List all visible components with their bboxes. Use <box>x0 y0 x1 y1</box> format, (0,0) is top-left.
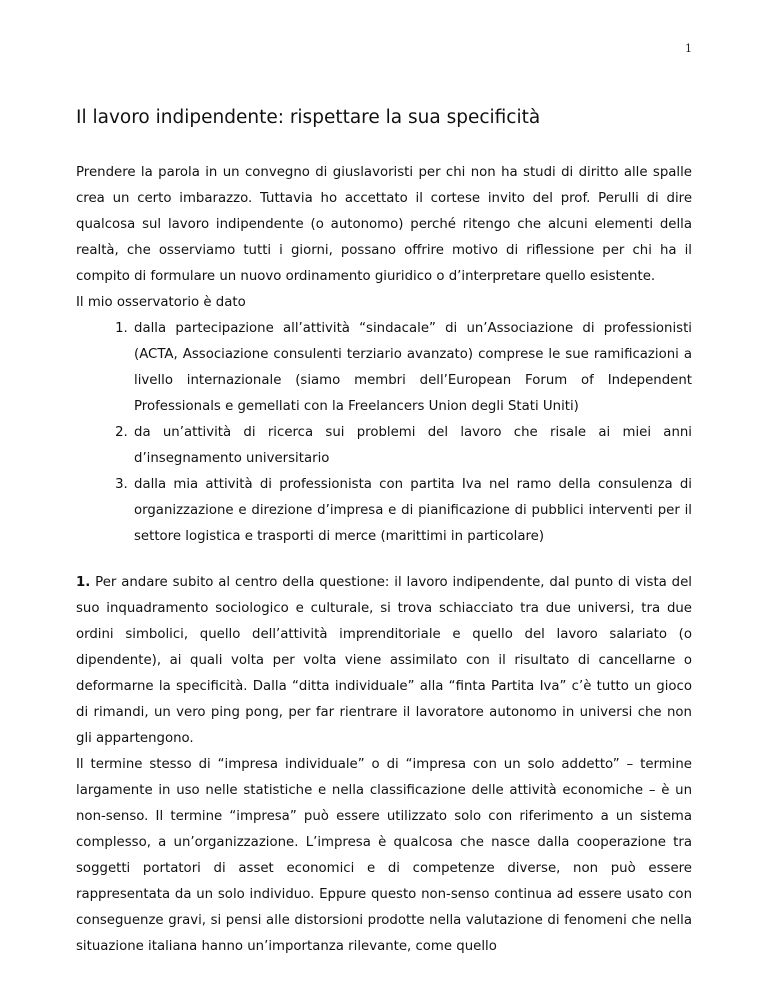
section-number: 1. <box>76 575 91 590</box>
section-1-paragraph <box>76 570 692 752</box>
list-item: 1. dalla partecipazione all’attività “sindacale” di un’Associazione di professionisti (ACTA, Associazione consulenti terziario avanzato) comprese le sue ramificazioni a livello internazionale (siamo membri dell’European Forum of Independent Professionals e gemellati con la Freelancers Union degli Stati Uniti) <box>132 316 692 420</box>
observatory-list <box>76 316 692 550</box>
section-1-paragraph-2: Il termine stesso di “impresa individuale” o di “impresa con un solo addetto” – termine largamente in uso nelle statistiche e nella classificazione delle attività economiche – è un non-senso. Il termine “impresa” può essere utilizzato solo con riferimento a un sistema complesso, a un’organizzazione. L’impresa è qualcosa che nasce dalla cooperazione tra soggetti portatori di asset economici e di competenze diverse, non può essere rappresentata da un solo individuo. Eppure questo non-senso continua ad essere usato con conseguenze gravi, si pensi alle distorsioni prodotte nella valutazione di fenomeni che nella situazione italiana hanno un’importanza rilevante, come quello <box>76 757 692 954</box>
section-1-text: Per andare subito al centro della questione: il lavoro indipendente, dal punto di vista del suo inquadramento sociologico e culturale, si trova schiacciato tra due universi, tra due ordini simbolici, quello dell’attività imprenditoriale e quello del lavoro salariato (o dipendente), ai quali volta per volta viene assimilato con il risultato di cancellarne o deformarne la specificità. Dalla “ditta individuale” alla “finta Partita Iva” c’è tutto un gioco di rimandi, un vero ping pong, per far rientrare il lavoratore autonomo in universi che non gli appartengono. <box>76 575 692 746</box>
list-item: 2. da un’attività di ricerca sui problemi del lavoro che risale ai miei anni d’insegnamento universitario <box>132 420 692 472</box>
observatory-lead: Il mio osservatorio è dato <box>76 295 246 310</box>
intro-paragraph: Prendere la parola in un convegno di giuslavoristi per chi non ha studi di diritto alle spalle crea un certo imbarazzo. Tuttavia ho accettato il cortese invito del prof. Perulli di dire qualcosa sul lavoro indipendente (o autonomo) perché ritengo che alcuni elementi della realtà, che osserviamo tutti i giorni, possano offrire motivo di riflessione per chi ha il compito di formulare un nuovo ordinamento giuridico o d’interpretare quello esistente. <box>76 165 692 284</box>
list-item: 3. dalla mia attività di professionista con partita Iva nel ramo della consulenza di organizzazione e direzione d’impresa e di pianificazione di pubblici interventi per il settore logistica e trasporti di merce (marittimi in particolare) <box>132 472 692 550</box>
document-title: Il lavoro indipendente: rispettare la sua specificità <box>76 107 541 128</box>
page-number: 1 <box>685 42 692 55</box>
document-body <box>76 106 692 960</box>
